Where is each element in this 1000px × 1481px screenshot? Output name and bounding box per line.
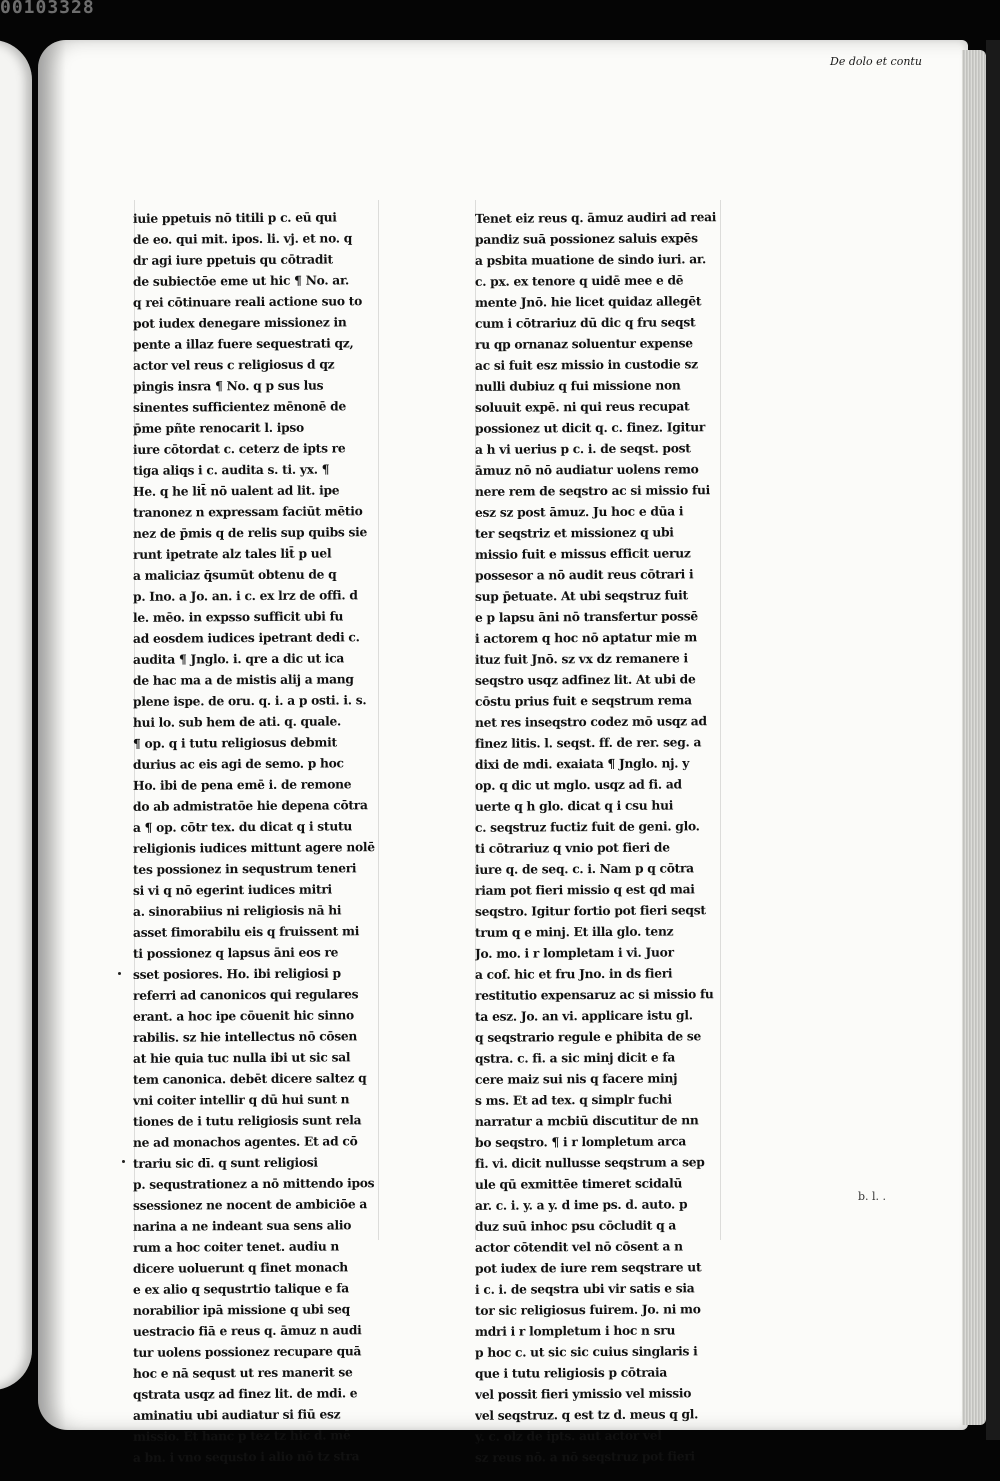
text-line-left: Ho. ibi de pena emē i. de remone bbox=[133, 776, 352, 793]
text-line-right: trum q e minj. Et illa glo. tenz bbox=[475, 923, 674, 940]
text-line-right: a cof. hic et fru Jno. in ds fieri bbox=[475, 965, 673, 982]
text-line-left: aminatiu ubi audiatur si fiū esz bbox=[133, 1406, 341, 1423]
text-line-left: nez de p̄mis q de relis sup quibs sie bbox=[133, 524, 368, 541]
text-line-left: si vi q nō egerint iudices mitri bbox=[133, 881, 332, 898]
text-line-right: ituz fuit Jnō. sz vx dz remanere i bbox=[475, 650, 688, 667]
text-line-left: le. mēo. in expsso sufficit ubi fu bbox=[133, 608, 344, 625]
text-line-left: vni coiter intellir q dū hui sunt n bbox=[133, 1091, 350, 1108]
text-line-left: e ex alio q sequstrtio talique e fa bbox=[133, 1280, 349, 1297]
text-line-left: do ab admistratōe hie depena cōtra bbox=[133, 797, 368, 814]
text-line-right: pandiz suā possionez saluis expēs bbox=[475, 230, 698, 247]
text-line-left: qstrata usqz ad finez lit. de mdi. e bbox=[133, 1385, 358, 1402]
book-binding bbox=[986, 40, 1000, 1440]
text-line-right: possionez ut dicit q. c. finez. Igitur bbox=[475, 419, 706, 436]
text-line-left: pot iudex denegare missionez in bbox=[133, 314, 347, 331]
text-line-right: esz sz post āmuz. Ju hoc e dūa i bbox=[475, 503, 684, 520]
text-line-left: de hac ma a de mistis alij a mang bbox=[133, 671, 354, 688]
ruling-line bbox=[378, 200, 379, 1240]
text-line-right: bo seqstro. ¶ i r lompletum arca bbox=[475, 1133, 687, 1150]
text-line-left: ssessionez ne nocent de ambiciōe a bbox=[133, 1196, 368, 1213]
ruling-line bbox=[720, 200, 721, 1240]
text-line-left: He. q he lit̄ nō ualent ad lit. ipe bbox=[133, 482, 340, 499]
running-head: De dolo et contu bbox=[830, 55, 922, 68]
text-line-right: seqstro usqz adfinez lit. At ubi de bbox=[475, 671, 696, 688]
text-line-left: audita ¶ Jnglo. i. qre a dic ut ica bbox=[133, 650, 345, 667]
text-line-right: seqstro. Igitur fortio pot fieri seqst bbox=[475, 902, 706, 919]
text-line-right: p hoc c. ut sic sic cuius singlaris i bbox=[475, 1343, 698, 1360]
text-line-left: p. sequstrationez a nō mittendo ipos bbox=[133, 1175, 375, 1192]
text-line-right: q seqstrario regule e phibita de se bbox=[475, 1028, 702, 1045]
text-line-left: ne ad monachos agentes. Et ad cō bbox=[133, 1133, 358, 1150]
text-line-left: sinentes sufficientez mēnonē de bbox=[133, 398, 347, 415]
text-line-right: ter seqstriz et missionez q ubi bbox=[475, 524, 674, 541]
text-line-left: norabilior ipā missione q ubi seq bbox=[133, 1301, 351, 1318]
text-line-left: rabilis. sz hie intellectus nō cōsen bbox=[133, 1028, 358, 1045]
text-line-left: de subiectōe eme ut hic ¶ No. ar. bbox=[133, 272, 350, 289]
margin-dot bbox=[118, 972, 121, 975]
text-line-left: p̄me pñte renocarit l. ipso bbox=[133, 419, 304, 436]
text-line-right: āmuz nō nō audiatur uolens remo bbox=[475, 461, 699, 478]
text-line-left: rum a hoc coiter tenet. audiu n bbox=[133, 1238, 340, 1255]
text-line-right: soluuit expē. ni qui reus recupat bbox=[475, 398, 690, 415]
text-line-right: riam pot fieri missio q est qd mai bbox=[475, 881, 695, 898]
text-line-right: a psbita muatione de sindo iuri. ar. bbox=[475, 251, 706, 268]
text-line-right: missio fuit e missus efficit ueruz bbox=[475, 545, 691, 562]
text-line-left: iuie ppetuis nō titili p c. eū qui bbox=[133, 209, 337, 226]
text-line-left: dr agi iure ppetuis qu cōtradit bbox=[133, 251, 333, 268]
text-line-left: a ¶ op. cōtr tex. du dicat q i stutu bbox=[133, 818, 353, 835]
text-line-right: vel seqstruz. q est tz d. meus q gl. bbox=[475, 1406, 699, 1423]
text-line-left: tem canonica. debēt dicere saltez q bbox=[133, 1070, 367, 1087]
text-line-left: iure cōtordat c. ceterz de ipts re bbox=[133, 440, 346, 457]
text-line-left: tur uolens possionez recupare quā bbox=[133, 1343, 362, 1360]
text-line-left: q rei cōtinuare reali actione suo to bbox=[133, 293, 363, 310]
text-line-left: ti possionez q lapsus āni eos re bbox=[133, 944, 339, 961]
text-line-right: finez litis. l. seqst. ff. de rer. seg. a bbox=[475, 734, 702, 751]
text-line-right: e p lapsu āni nō transfertur possē bbox=[475, 608, 698, 625]
text-line-right: possesor a nō audit reus cōtrari i bbox=[475, 566, 694, 583]
text-line-left: asset fimorabilu eis q fruissent mi bbox=[133, 923, 360, 940]
text-line-left: de eo. qui mit. ipos. li. vj. et no. q bbox=[133, 230, 353, 247]
text-line-left: pingis insra ¶ No. q p sus lus bbox=[133, 377, 324, 394]
text-line-right: tor sic religiosus fuirem. Jo. ni mo bbox=[475, 1301, 701, 1318]
text-line-right: Tenet eiz reus q. āmuz audiri ad reai bbox=[475, 209, 717, 226]
text-line-left: missio. Et hanc p tez tz hic d. mē bbox=[133, 1427, 351, 1444]
text-line-left: p. Ino. a Jo. an. i c. ex lrz de offi. d bbox=[133, 587, 358, 604]
text-line-left: dicere uoluerunt q finet monach bbox=[133, 1259, 348, 1276]
shelf-mark: 00103328 bbox=[0, 0, 95, 18]
text-line-right: uerte q h glo. dicat q i csu hui bbox=[475, 797, 674, 814]
text-line-right: ti cōtrariuz q vnio pot fieri de bbox=[475, 839, 670, 856]
text-line-right: sup p̄etuate. At ubi seqstruz fuit bbox=[475, 587, 688, 604]
margin-dot bbox=[122, 1160, 125, 1163]
foliation-mark: b. l. . bbox=[858, 1190, 887, 1203]
gutter-shadow bbox=[38, 40, 66, 1430]
text-line-right: Jo. mo. i r lompletam i vi. Juor bbox=[475, 944, 674, 961]
text-line-left: hui lo. sub hem de ati. q. quale. bbox=[133, 713, 342, 730]
text-column-left bbox=[133, 207, 378, 1467]
text-line-right: ru qp ornanaz soluentur expense bbox=[475, 335, 693, 352]
book-fore-edge bbox=[962, 50, 986, 1425]
text-line-left: hoc e nā sequst ut res manerit se bbox=[133, 1364, 353, 1381]
text-line-left: tiga aliqs i c. audita s. ti. yx. ¶ bbox=[133, 461, 330, 478]
text-line-left: runt ipetrate alz tales lit̄ p uel bbox=[133, 545, 332, 562]
previous-folio-edge bbox=[0, 40, 32, 1390]
text-line-right: mente Jnō. hie licet quidaz allegēt bbox=[475, 293, 702, 310]
text-line-left: actor vel reus c religiosus d qz bbox=[133, 356, 335, 373]
text-line-right: nulli dubiuz q fui missione non bbox=[475, 377, 681, 394]
text-line-left: trariu sic dī. q sunt religiosi bbox=[133, 1154, 318, 1171]
text-line-right: iure q. de seq. c. i. Nam p q cōtra bbox=[475, 860, 694, 877]
text-line-right: fi. vi. dicit nullusse seqstrum a sep bbox=[475, 1154, 705, 1171]
text-line-right: c. px. ex tenore q uidē mee e dē bbox=[475, 272, 684, 289]
text-line-left: tiones de i tutu religiosis sunt rela bbox=[133, 1112, 362, 1129]
text-line-left: referri ad canonicos qui regulares bbox=[133, 986, 359, 1003]
text-line-left: a maliciaz q̄sumūt obtenu de q bbox=[133, 566, 337, 583]
text-line-right: ule qū exmittēe timeret scidalū bbox=[475, 1175, 683, 1192]
text-line-left: tranonez n expressam faciūt mētio bbox=[133, 503, 363, 520]
text-line-right: dixi de mdi. exaiata ¶ Jnglo. nj. y bbox=[475, 755, 690, 772]
text-line-right: mdri i r lompletum i hoc n sru bbox=[475, 1322, 676, 1339]
text-line-right: narratur a mcbiū discutitur de nn bbox=[475, 1112, 699, 1129]
text-line-right: cere maiz sui nis q facere minj bbox=[475, 1070, 678, 1087]
text-line-right: ac si fuit esz missio in custodie sz bbox=[475, 356, 698, 373]
text-line-right: c. seqstruz fuctiz fuit de geni. glo. bbox=[475, 818, 700, 835]
text-line-right: que i tutu religiosis p cōtraia bbox=[475, 1364, 668, 1381]
text-line-left: ¶ op. q i tutu religiosus debmit bbox=[133, 734, 337, 751]
text-line-left: erant. a hoc ipe cōuenit hic sinno bbox=[133, 1007, 354, 1024]
text-line-right: y. c. olz de ipts. aut actor vel bbox=[475, 1427, 662, 1444]
text-line-right: vel possit fieri ymissio vel missio bbox=[475, 1385, 692, 1402]
text-line-right: sz reus nō. a nō seqstruz pot fieri bbox=[475, 1448, 695, 1465]
text-line-right: i actorem q hoc nō aptatur mie m bbox=[475, 629, 697, 646]
text-line-right: cōstu prius fuit e seqstrum rema bbox=[475, 692, 692, 709]
text-line-right: pot iudex de iure rem seqstrare ut bbox=[475, 1259, 702, 1276]
text-line-left: a bn. i vno sequsto i alio nō tz stra bbox=[133, 1448, 360, 1465]
text-line-right: nere rem de seqstro ac si missio fui bbox=[475, 482, 711, 499]
text-line-right: op. q dic ut mglo. usqz ad fi. ad bbox=[475, 776, 682, 793]
text-line-left: ad eosdem iudices ipetrant dedi c. bbox=[133, 629, 360, 646]
text-line-right: i c. i. de seqstra ubi vir satis e sia bbox=[475, 1280, 695, 1297]
text-line-right: cum i cōtrariuz dū dic q fru seqst bbox=[475, 314, 696, 331]
text-line-right: qstra. c. fi. a sic minj dicit e fa bbox=[475, 1049, 676, 1066]
text-line-left: durius ac eis agi de semo. p hoc bbox=[133, 755, 344, 772]
text-column-right bbox=[475, 207, 720, 1467]
text-line-left: at hie quia tuc nulla ibi ut sic sal bbox=[133, 1049, 351, 1066]
text-line-left: plene ispe. de oru. q. i. a p osti. i. s. bbox=[133, 692, 367, 709]
text-line-left: sset posiores. Ho. ibi religiosi p bbox=[133, 965, 341, 982]
text-line-right: restitutio expensaruz ac si missio fu bbox=[475, 986, 714, 1003]
text-line-right: a h vi uerius p c. i. de seqst. post bbox=[475, 440, 691, 457]
text-line-left: tes possionez in sequstrum teneri bbox=[133, 860, 357, 877]
text-line-right: s ms. Et ad tex. q simplr fuchi bbox=[475, 1091, 672, 1108]
text-line-left: pente a illaz fuere sequestrati qz, bbox=[133, 335, 354, 352]
text-line-left: narina a ne indeant sua sens alio bbox=[133, 1217, 352, 1234]
text-line-right: net res inseqstro codez mō usqz ad bbox=[475, 713, 707, 730]
text-line-right: ta esz. Jo. an vi. applicare istu gl. bbox=[475, 1007, 693, 1024]
text-line-right: actor cōtendit vel nō cōsent a n bbox=[475, 1238, 683, 1255]
text-line-right: ar. c. i. y. a y. d ime ps. d. auto. p bbox=[475, 1196, 688, 1213]
text-line-left: religionis iudices mittunt agere nolē bbox=[133, 839, 375, 856]
text-line-left: a. sinorabiius ni religiosis nā hi bbox=[133, 902, 342, 919]
text-line-left: uestracio fiā e reus q. āmuz n audi bbox=[133, 1322, 362, 1339]
text-line-right: duz suū inhoc psu cōcludit q a bbox=[475, 1217, 677, 1234]
